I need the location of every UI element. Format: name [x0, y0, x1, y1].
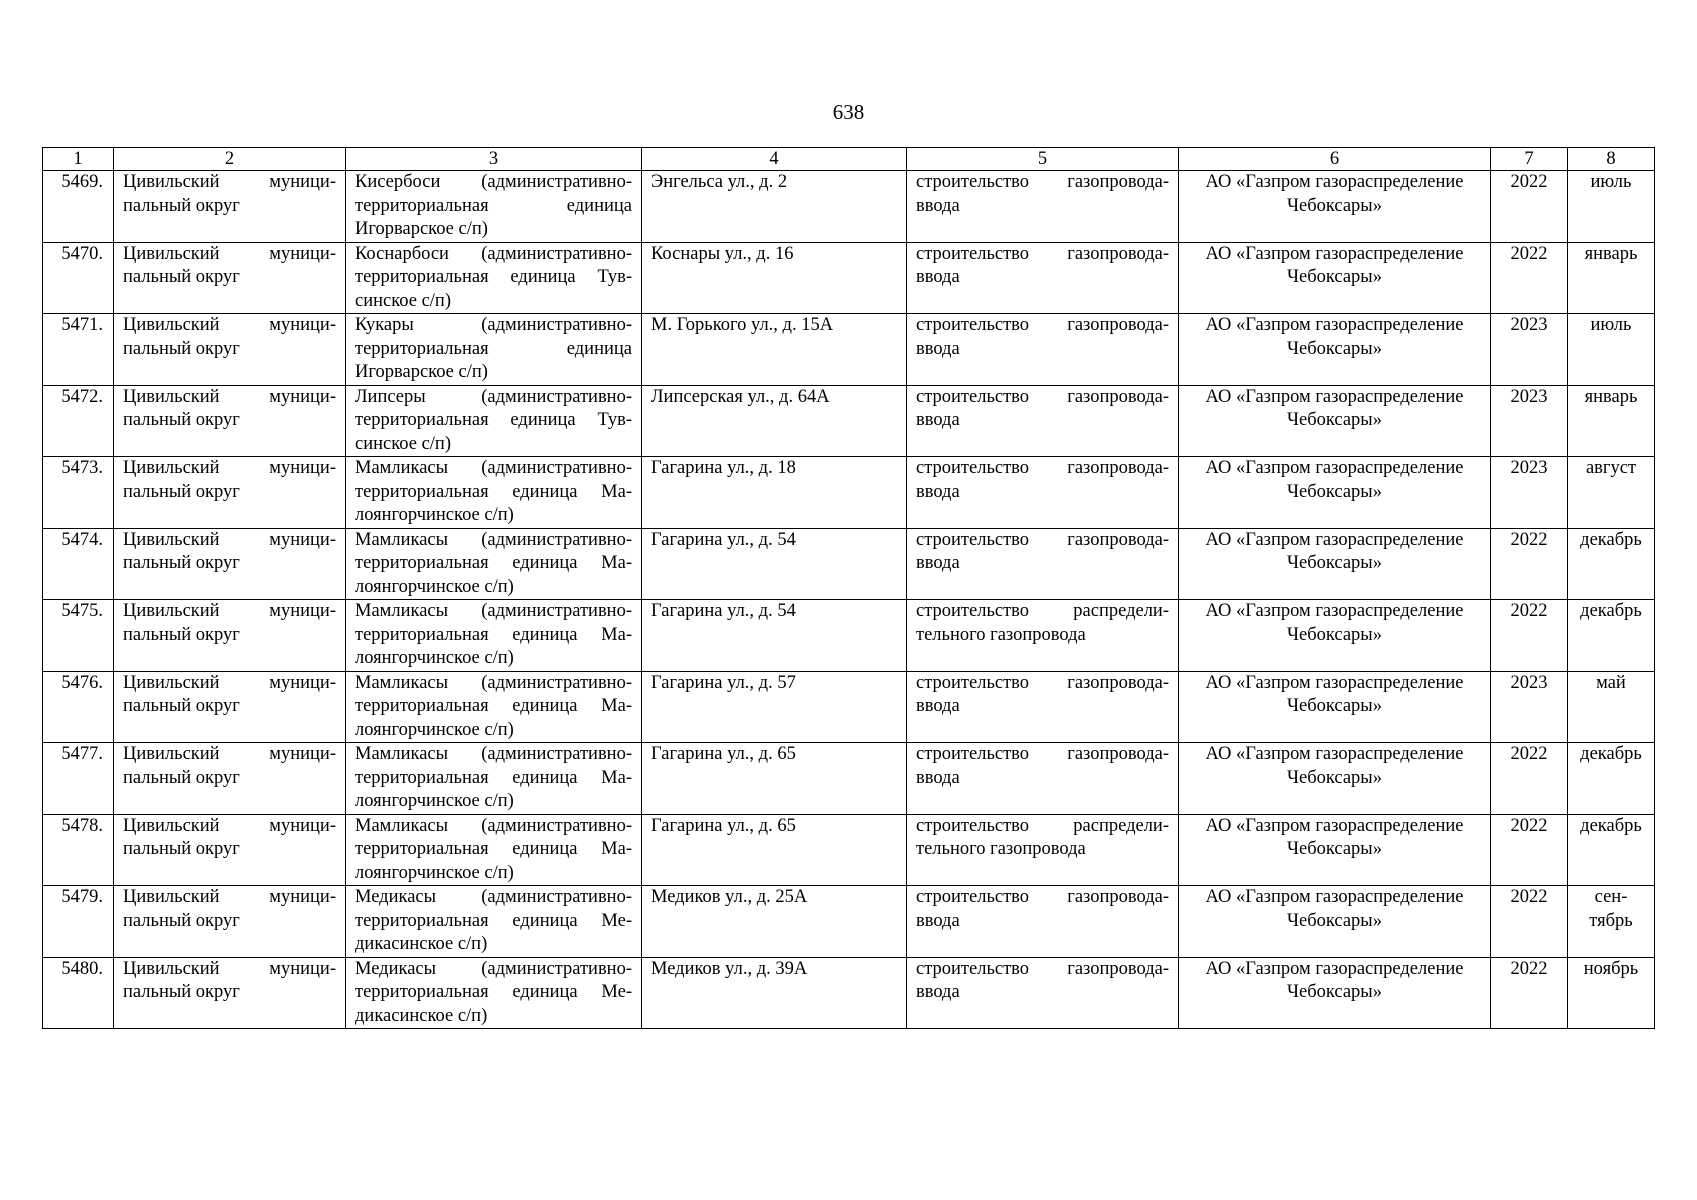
locality-line: территориальная единица — [355, 195, 632, 216]
address-cell: М. Горького ул., д. 15А — [642, 314, 907, 386]
locality-line: Липсеры (административно- — [355, 386, 632, 407]
row-number: 5469. — [43, 171, 114, 243]
locality-cell — [346, 242, 642, 314]
month-cell — [1568, 385, 1655, 457]
locality-cell — [346, 528, 642, 600]
district-cell — [114, 600, 346, 672]
district-line: пальный округ — [123, 767, 240, 788]
work-line: строительство распредели- — [916, 815, 1169, 836]
executor-line: Чебоксары» — [1286, 767, 1382, 788]
work-line: строительство газопровода- — [916, 887, 1169, 907]
locality-line: Игорварское с/п) — [355, 362, 488, 382]
executor-cell — [1179, 385, 1491, 457]
work-cell — [907, 671, 1179, 743]
row-number: 5473. — [43, 457, 114, 529]
month-line: июль — [1590, 315, 1632, 335]
address-cell: Гагарина ул., д. 65 — [642, 814, 907, 886]
year-cell: 2023 — [1491, 671, 1568, 743]
month-line: май — [1596, 672, 1626, 693]
work-line: строительство газопровода- — [916, 672, 1169, 693]
executor-line: Чебоксары» — [1286, 410, 1382, 430]
executor-line: АО «Газпром газораспределение — [1205, 243, 1464, 264]
address-cell: Липсерская ул., д. 64А — [642, 385, 907, 457]
executor-line: Чебоксары» — [1286, 910, 1382, 931]
locality-line: Медикасы (административно- — [355, 958, 632, 979]
month-line: тябрь — [1589, 910, 1633, 931]
work-line: тельного газопровода — [916, 624, 1086, 645]
work-line: строительство газопровода- — [916, 386, 1169, 407]
work-cell — [907, 957, 1179, 1029]
district-line: пальный округ — [123, 481, 240, 502]
executor-cell — [1179, 671, 1491, 743]
month-cell — [1568, 528, 1655, 600]
locality-line: Медикасы (административно- — [355, 887, 632, 907]
work-line: ввода — [916, 410, 960, 430]
executor-line: АО «Газпром газораспределение — [1205, 958, 1464, 979]
gas-works-table — [42, 147, 1655, 1029]
locality-line: Игорварское с/п) — [355, 219, 488, 239]
district-line: Цивильский муници- — [123, 601, 336, 621]
executor-line: Чебоксары» — [1286, 481, 1382, 502]
year-cell: 2023 — [1491, 314, 1568, 386]
address-cell: Гагарина ул., д. 54 — [642, 528, 907, 600]
executor-line: Чебоксары» — [1286, 839, 1382, 859]
executor-cell — [1179, 886, 1491, 958]
locality-cell — [346, 457, 642, 529]
executor-line: Чебоксары» — [1286, 696, 1382, 716]
locality-line: дикасинское с/п) — [355, 934, 488, 954]
locality-cell — [346, 171, 642, 243]
district-cell — [114, 957, 346, 1029]
locality-line: территориальная единица — [355, 338, 632, 359]
year-cell: 2022 — [1491, 242, 1568, 314]
executor-cell — [1179, 242, 1491, 314]
locality-line: синское с/п) — [355, 433, 451, 454]
month-cell — [1568, 457, 1655, 529]
work-line: ввода — [916, 195, 960, 216]
column-header: 2 — [114, 148, 346, 171]
executor-line: АО «Газпром газораспределение — [1205, 172, 1464, 192]
locality-line: территориальная единица Ма- — [355, 696, 632, 716]
column-header: 5 — [907, 148, 1179, 171]
executor-line: Чебоксары» — [1286, 195, 1382, 216]
month-cell — [1568, 743, 1655, 815]
row-number: 5471. — [43, 314, 114, 386]
address-cell: Коснары ул., д. 16 — [642, 242, 907, 314]
locality-line: территориальная единица Ме- — [355, 910, 632, 931]
executor-cell — [1179, 314, 1491, 386]
row-number: 5476. — [43, 671, 114, 743]
district-cell — [114, 171, 346, 243]
district-line: пальный округ — [123, 267, 240, 287]
work-line: строительство газопровода- — [916, 958, 1169, 979]
district-line: Цивильский муници- — [123, 386, 336, 407]
month-cell — [1568, 671, 1655, 743]
row-number: 5477. — [43, 743, 114, 815]
executor-line: АО «Газпром газораспределение — [1205, 601, 1464, 621]
work-line: ввода — [916, 982, 960, 1002]
locality-cell — [346, 385, 642, 457]
locality-cell — [346, 886, 642, 958]
locality-line: лоянгорчинское с/п) — [355, 648, 514, 668]
work-line: ввода — [916, 338, 960, 359]
year-cell: 2022 — [1491, 886, 1568, 958]
table-row — [43, 171, 1655, 243]
table-row — [43, 242, 1655, 314]
locality-line: лоянгорчинское с/п) — [355, 862, 514, 883]
district-line: пальный округ — [123, 410, 240, 430]
row-number: 5480. — [43, 957, 114, 1029]
address-cell: Гагарина ул., д. 18 — [642, 457, 907, 529]
table-row — [43, 600, 1655, 672]
executor-cell — [1179, 171, 1491, 243]
executor-line: Чебоксары» — [1286, 982, 1382, 1002]
district-cell — [114, 314, 346, 386]
work-cell — [907, 814, 1179, 886]
address-cell: Медиков ул., д. 25А — [642, 886, 907, 958]
locality-line: дикасинское с/п) — [355, 1005, 488, 1026]
locality-line: лоянгорчинское с/п) — [355, 505, 514, 525]
locality-cell — [346, 743, 642, 815]
month-line: сен- — [1594, 887, 1628, 907]
year-cell: 2022 — [1491, 743, 1568, 815]
district-line: пальный округ — [123, 982, 240, 1002]
executor-cell — [1179, 957, 1491, 1029]
district-line: Цивильский муници- — [123, 458, 336, 478]
district-cell — [114, 886, 346, 958]
column-header: 6 — [1179, 148, 1491, 171]
year-cell: 2022 — [1491, 171, 1568, 243]
executor-line: АО «Газпром газораспределение — [1205, 315, 1464, 335]
work-line: тельного газопровода — [916, 839, 1086, 859]
month-line: январь — [1584, 386, 1638, 407]
district-line: пальный округ — [123, 839, 240, 859]
header-row — [43, 148, 1655, 171]
locality-line: Мамликасы (административно- — [355, 744, 632, 764]
district-line: пальный округ — [123, 553, 240, 573]
executor-cell — [1179, 814, 1491, 886]
locality-line: лоянгорчинское с/п) — [355, 791, 514, 811]
executor-cell — [1179, 600, 1491, 672]
locality-cell — [346, 957, 642, 1029]
work-line: строительство газопровода- — [916, 744, 1169, 764]
executor-line: Чебоксары» — [1286, 267, 1382, 287]
work-cell — [907, 171, 1179, 243]
district-line: пальный округ — [123, 910, 240, 931]
table-row — [43, 957, 1655, 1029]
year-cell: 2022 — [1491, 814, 1568, 886]
month-line: декабрь — [1580, 815, 1642, 836]
work-line: строительство газопровода- — [916, 529, 1169, 550]
district-cell — [114, 385, 346, 457]
executor-line: Чебоксары» — [1286, 338, 1382, 359]
row-number: 5478. — [43, 814, 114, 886]
locality-line: Кисербоси (административно- — [355, 172, 632, 192]
executor-line: АО «Газпром газораспределение — [1205, 529, 1464, 550]
month-line: декабрь — [1580, 744, 1642, 764]
table-row — [43, 385, 1655, 457]
month-line: август — [1585, 458, 1637, 478]
district-line: пальный округ — [123, 195, 240, 216]
locality-line: лоянгорчинское с/п) — [355, 719, 514, 740]
month-line: январь — [1584, 243, 1638, 264]
locality-line: территориальная единица Ма- — [355, 767, 632, 788]
district-line: Цивильский муници- — [123, 243, 336, 264]
work-cell — [907, 457, 1179, 529]
work-line: ввода — [916, 767, 960, 788]
executor-line: АО «Газпром газораспределение — [1205, 815, 1464, 836]
locality-line: синское с/п) — [355, 290, 451, 311]
work-line: строительство газопровода- — [916, 458, 1169, 478]
table-row — [43, 814, 1655, 886]
column-header: 8 — [1568, 148, 1655, 171]
locality-line: лоянгорчинское с/п) — [355, 576, 514, 597]
row-number: 5475. — [43, 600, 114, 672]
executor-line: Чебоксары» — [1286, 553, 1382, 573]
locality-cell — [346, 671, 642, 743]
district-line: пальный округ — [123, 624, 240, 645]
district-line: Цивильский муници- — [123, 529, 336, 550]
address-cell: Гагарина ул., д. 65 — [642, 743, 907, 815]
district-line: Цивильский муници- — [123, 672, 336, 693]
month-cell — [1568, 814, 1655, 886]
row-number: 5472. — [43, 385, 114, 457]
locality-cell — [346, 814, 642, 886]
month-line: декабрь — [1580, 601, 1642, 621]
address-cell: Гагарина ул., д. 54 — [642, 600, 907, 672]
year-cell: 2023 — [1491, 457, 1568, 529]
column-header: 3 — [346, 148, 642, 171]
row-number: 5470. — [43, 242, 114, 314]
locality-line: территориальная единица Ма- — [355, 624, 632, 645]
row-number: 5479. — [43, 886, 114, 958]
district-line: Цивильский муници- — [123, 815, 336, 836]
work-cell — [907, 743, 1179, 815]
month-cell — [1568, 957, 1655, 1029]
locality-line: территориальная единица Ма- — [355, 553, 632, 573]
work-cell — [907, 314, 1179, 386]
month-cell — [1568, 171, 1655, 243]
year-cell: 2023 — [1491, 385, 1568, 457]
district-line: пальный округ — [123, 696, 240, 716]
executor-cell — [1179, 528, 1491, 600]
work-line: ввода — [916, 481, 960, 502]
locality-line: Мамликасы (административно- — [355, 815, 632, 836]
address-cell: Медиков ул., д. 39А — [642, 957, 907, 1029]
table-row — [43, 457, 1655, 529]
work-line: строительство распредели- — [916, 601, 1169, 621]
executor-cell — [1179, 457, 1491, 529]
district-cell — [114, 814, 346, 886]
month-cell — [1568, 314, 1655, 386]
address-cell: Энгельса ул., д. 2 — [642, 171, 907, 243]
locality-line: территориальная единица Ме- — [355, 982, 632, 1002]
district-line: Цивильский муници- — [123, 744, 336, 764]
executor-line: АО «Газпром газораспределение — [1205, 744, 1464, 764]
district-cell — [114, 671, 346, 743]
work-cell — [907, 600, 1179, 672]
locality-line: территориальная единица Тув- — [355, 267, 632, 287]
work-line: строительство газопровода- — [916, 172, 1169, 192]
year-cell: 2022 — [1491, 528, 1568, 600]
table-row — [43, 886, 1655, 958]
month-cell — [1568, 242, 1655, 314]
district-line: Цивильский муници- — [123, 958, 336, 979]
month-line: июль — [1590, 172, 1632, 192]
executor-line: АО «Газпром газораспределение — [1205, 887, 1464, 907]
district-cell — [114, 242, 346, 314]
address-cell: Гагарина ул., д. 57 — [642, 671, 907, 743]
table-row — [43, 314, 1655, 386]
locality-line: территориальная единица Ма- — [355, 839, 632, 859]
district-cell — [114, 743, 346, 815]
work-line: ввода — [916, 267, 960, 287]
page-number: 638 — [832, 100, 865, 124]
column-header: 1 — [43, 148, 114, 171]
month-line: ноябрь — [1583, 958, 1639, 979]
executor-line: Чебоксары» — [1286, 624, 1382, 645]
work-line: ввода — [916, 696, 960, 716]
locality-line: Мамликасы (административно- — [355, 458, 632, 478]
district-line: Цивильский муници- — [123, 315, 336, 335]
column-header: 4 — [642, 148, 907, 171]
work-line: ввода — [916, 910, 960, 931]
work-line: строительство газопровода- — [916, 315, 1169, 335]
locality-line: Кукары (административно- — [355, 315, 632, 335]
district-cell — [114, 457, 346, 529]
executor-line: АО «Газпром газораспределение — [1205, 458, 1464, 478]
year-cell: 2022 — [1491, 957, 1568, 1029]
row-number: 5474. — [43, 528, 114, 600]
month-cell — [1568, 600, 1655, 672]
locality-cell — [346, 314, 642, 386]
column-header: 7 — [1491, 148, 1568, 171]
locality-line: Коснарбоси (административно- — [355, 243, 632, 264]
year-cell: 2022 — [1491, 600, 1568, 672]
table-row — [43, 528, 1655, 600]
locality-cell — [346, 600, 642, 672]
month-cell — [1568, 886, 1655, 958]
executor-cell — [1179, 743, 1491, 815]
district-line: Цивильский муници- — [123, 887, 336, 907]
work-cell — [907, 242, 1179, 314]
locality-line: Мамликасы (административно- — [355, 672, 632, 693]
district-line: Цивильский муници- — [123, 172, 336, 192]
work-line: ввода — [916, 553, 960, 573]
table-row — [43, 743, 1655, 815]
locality-line: территориальная единица Ма- — [355, 481, 632, 502]
executor-line: АО «Газпром газораспределение — [1205, 672, 1464, 693]
work-cell — [907, 886, 1179, 958]
locality-line: Мамликасы (административно- — [355, 601, 632, 621]
executor-line: АО «Газпром газораспределение — [1205, 386, 1464, 407]
work-line: строительство газопровода- — [916, 243, 1169, 264]
district-cell — [114, 528, 346, 600]
locality-line: территориальная единица Тув- — [355, 410, 632, 430]
month-line: декабрь — [1580, 529, 1642, 550]
work-cell — [907, 528, 1179, 600]
table-row — [43, 671, 1655, 743]
locality-line: Мамликасы (административно- — [355, 529, 632, 550]
work-cell — [907, 385, 1179, 457]
district-line: пальный округ — [123, 338, 240, 359]
